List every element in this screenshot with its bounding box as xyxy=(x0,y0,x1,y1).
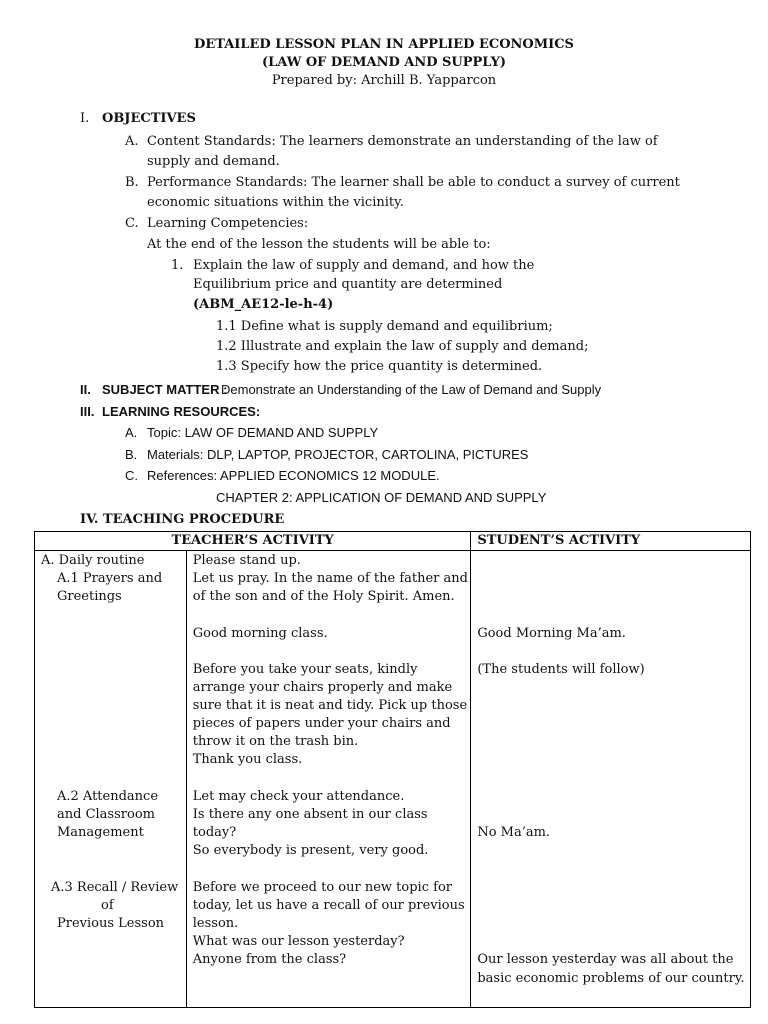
subject-matter-numeral: II. xyxy=(80,382,91,397)
student-line: No Ma’am. xyxy=(477,825,551,840)
objective-b-line1: Performance Standards: The learner shall be able to conduct a survey of current xyxy=(147,175,680,190)
teacher-line: sure that it is neat and tidy. Pick up those xyxy=(192,698,468,713)
table-row xyxy=(35,551,751,1008)
teacher-line: Please stand up. xyxy=(192,553,301,568)
teacher-line: Good morning class. xyxy=(192,626,328,641)
subject-matter-text: Demonstrate an Understanding of the Law of Demand and Supply xyxy=(221,382,602,397)
teacher-line: today, let us have a recall of our previous xyxy=(192,898,465,913)
resource-chapter: CHAPTER 2: APPLICATION OF DEMAND AND SUPPLY xyxy=(216,490,547,505)
student-line: basic economic problems of our country. xyxy=(477,971,745,986)
teacher-line: So everybody is present, very good. xyxy=(192,843,429,858)
resource-c-label: C. xyxy=(125,468,138,483)
competency-1-line2: Equilibrium price and quantity are determined xyxy=(193,277,503,292)
competency-sub-1: 1.1 Define what is supply demand and equilibrium; xyxy=(216,319,553,334)
resource-b-label: B. xyxy=(125,447,138,462)
competency-sub-2: 1.2 Illustrate and explain the law of supply and demand; xyxy=(216,339,589,354)
teacher-activity-header: TEACHER’S ACTIVITY xyxy=(35,532,471,551)
step-a3-line1: A.3 Recall / Review xyxy=(51,880,179,895)
subject-matter-label: SUBJECT MATTER : xyxy=(102,382,228,397)
teacher-line: of the son and of the Holy Spirit. Amen. xyxy=(192,589,455,604)
student-activity-header: STUDENT’S ACTIVITY xyxy=(471,532,751,551)
objective-c-label: C. xyxy=(125,216,139,231)
step-a2-line1: A.2 Attendance xyxy=(57,789,159,804)
teacher-activity-cell xyxy=(186,551,471,1008)
step-a1-line2: Greetings xyxy=(57,589,122,604)
table-header-row xyxy=(35,532,751,551)
teacher-line: Anyone from the class? xyxy=(192,952,347,967)
procedure-heading: IV. TEACHING PROCEDURE xyxy=(80,512,285,527)
document-subtitle: (LAW OF DEMAND AND SUPPLY) xyxy=(261,55,507,70)
student-line: Our lesson yesterday was all about the xyxy=(477,952,734,967)
teacher-line: arrange your chairs properly and make xyxy=(192,680,453,695)
resources-numeral: III. xyxy=(80,404,95,419)
student-activity-cell xyxy=(471,551,751,1008)
teacher-line: Before you take your seats, kindly xyxy=(192,662,418,677)
resource-materials: Materials: DLP, LAPTOP, PROJECTOR, CARTOLINA, PICTURES xyxy=(147,447,529,462)
procedure-table xyxy=(34,531,751,1008)
resource-topic: Topic: LAW OF DEMAND AND SUPPLY xyxy=(147,425,379,440)
objective-c-line2: At the end of the lesson the students will be able to: xyxy=(147,237,491,252)
resource-a-label: A. xyxy=(125,425,138,440)
teacher-line: pieces of papers under your chairs and xyxy=(192,716,451,731)
step-a2-line3: Management xyxy=(57,825,144,840)
teacher-line: Is there any one absent in our class xyxy=(192,807,428,822)
objective-b-line2: economic situations within the vicinity. xyxy=(147,195,404,210)
objective-c-line1: Learning Competencies: xyxy=(147,216,309,231)
procedure-steps-cell xyxy=(35,551,187,1008)
step-a3-line2: of xyxy=(101,898,114,913)
teacher-line: Thank you class. xyxy=(192,752,303,767)
objective-b-label: B. xyxy=(125,175,139,190)
teacher-line: today? xyxy=(192,825,237,840)
document-title: DETAILED LESSON PLAN IN APPLIED ECONOMICS xyxy=(194,37,574,52)
step-a2-line2: and Classroom xyxy=(57,807,155,822)
objective-a-label: A. xyxy=(125,134,139,149)
competency-1-line1: Explain the law of supply and demand, and how the xyxy=(193,258,535,273)
teacher-line: lesson. xyxy=(192,916,239,931)
step-a-label: A. Daily routine xyxy=(41,553,145,568)
objective-a-line2: supply and demand. xyxy=(147,154,280,169)
resource-references: References: APPLIED ECONOMICS 12 MODULE. xyxy=(147,468,440,483)
teacher-line: throw it on the trash bin. xyxy=(192,734,359,749)
teacher-line: Let may check your attendance. xyxy=(192,789,405,804)
prepared-by: Prepared by: Archill B. Yapparcon xyxy=(271,73,497,88)
objective-a-line1: Content Standards: The learners demonstrate an understanding of the law of xyxy=(147,134,658,149)
student-line: (The students will follow) xyxy=(477,662,645,677)
objectives-numeral: I. xyxy=(80,111,90,126)
resources-heading: LEARNING RESOURCES: xyxy=(102,404,261,419)
teacher-line: Let us pray. In the name of the father and xyxy=(192,571,468,586)
step-a3-line3: Previous Lesson xyxy=(57,916,165,931)
competency-sub-3: 1.3 Specify how the price quantity is determined. xyxy=(216,359,543,374)
objectives-heading: OBJECTIVES xyxy=(102,111,196,126)
step-a1-line1: A.1 Prayers and xyxy=(57,571,163,586)
competency-code: (ABM_AE12-le-h-4) xyxy=(193,297,334,312)
competency-1-num: 1. xyxy=(171,258,184,273)
teacher-line: Before we proceed to our new topic for xyxy=(192,880,452,895)
teacher-line: What was our lesson yesterday? xyxy=(192,934,405,949)
student-line: Good Morning Ma’am. xyxy=(477,626,626,641)
